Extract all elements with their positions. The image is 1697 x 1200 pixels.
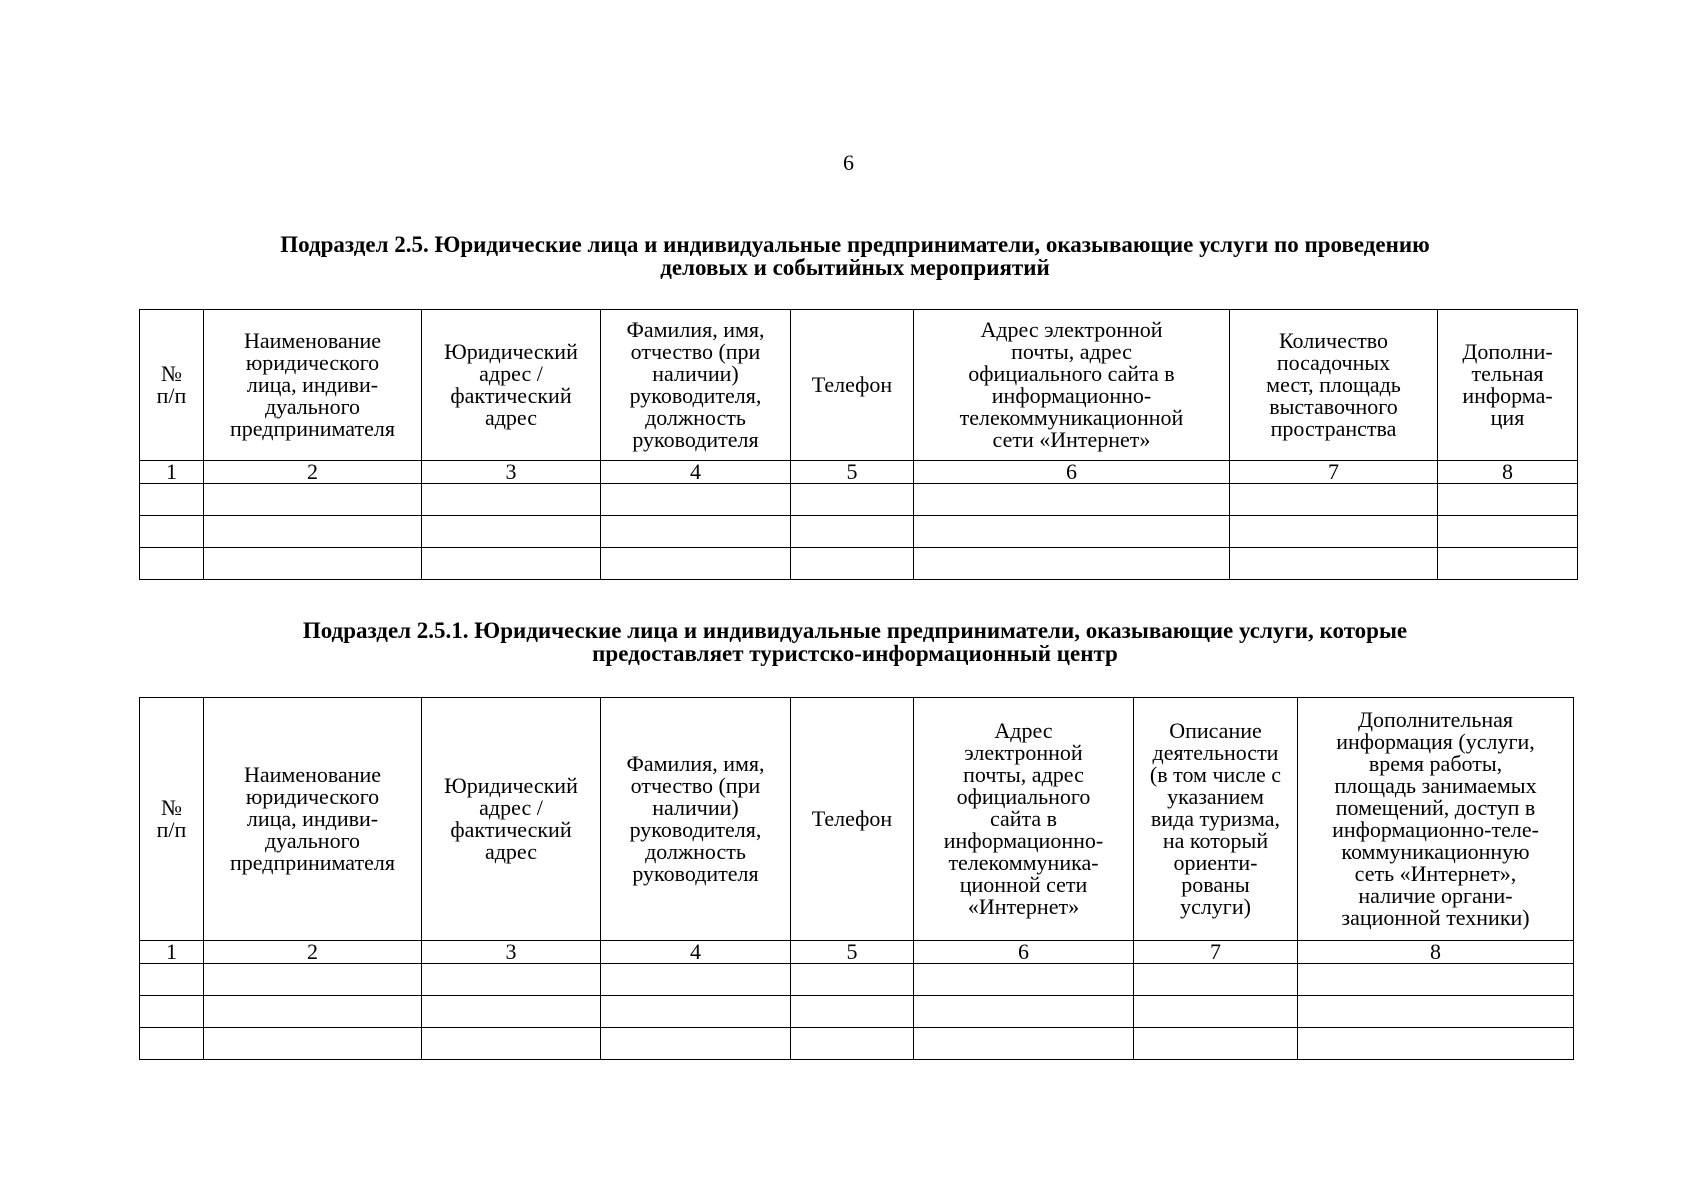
table-row (140, 1028, 1574, 1060)
page-number: 6 (843, 150, 854, 175)
column-header-name: Наименование юридического лица, индиви- дуального предпринимателя (204, 698, 422, 941)
registry-table-2-5-1 (139, 697, 1574, 1060)
column-header-head: Фамилия, имя, отчество (при наличии) руководителя, должность руководителя (601, 698, 791, 941)
table-cell (1230, 548, 1438, 580)
table-cell (791, 516, 914, 548)
column-header-address: Юридический адрес / фактический адрес (422, 698, 601, 941)
section-title-line: Подраздел 2.5. Юридические лица и индивидуальные предприниматели, оказывающие услуги по проведению (280, 232, 1430, 257)
column-number: 1 (140, 941, 204, 964)
section-title-line: деловых и событийных мероприятий (660, 255, 1050, 280)
section-title-line: Подраздел 2.5.1. Юридические лица и индивидуальные предприниматели, оказывающие услуги, которые (302, 618, 1408, 643)
table-cell (204, 996, 422, 1028)
table-cell (791, 548, 914, 580)
table-header-row (140, 698, 1574, 941)
table-cell (204, 964, 422, 996)
table-cell (601, 1028, 791, 1060)
table-cell (1438, 548, 1578, 580)
column-number: 2 (204, 461, 422, 484)
column-header-number: № п/п (140, 310, 204, 461)
registry-table-2-5 (139, 309, 1578, 580)
column-number: 1 (140, 461, 204, 484)
table-cell (1230, 516, 1438, 548)
column-header-extra: Дополнительная информация (услуги, время работы, площадь занимаемых помещений, доступ в информационно-теле- коммуникационную сеть «Интернет», наличие органи- зационной техники) (1298, 698, 1574, 941)
table-cell (1438, 484, 1578, 516)
column-header-email-site: Адрес электронной почты, адрес официального сайта в информационно- телекоммуника- ционной сети «Интернет» (914, 698, 1134, 941)
table-cell (914, 548, 1230, 580)
column-number: 2 (204, 941, 422, 964)
column-header-email-site: Адрес электронной почты, адрес официального сайта в информационно- телекоммуникационной сети «Интернет» (914, 310, 1230, 461)
table-cell (1230, 484, 1438, 516)
column-number: 8 (1438, 461, 1578, 484)
table-cell (140, 516, 204, 548)
table-cell (1438, 516, 1578, 548)
table-cell (204, 484, 422, 516)
table-cell (422, 484, 601, 516)
table-cell (914, 964, 1134, 996)
column-number: 7 (1230, 461, 1438, 484)
table-cell (601, 516, 791, 548)
table-cell (204, 1028, 422, 1060)
table-cell (1298, 1028, 1574, 1060)
table-cell (791, 964, 914, 996)
column-number: 5 (791, 941, 914, 964)
column-number-row (140, 941, 1574, 964)
table-cell (791, 1028, 914, 1060)
column-number: 7 (1134, 941, 1298, 964)
column-header-activity: Описание деятельности (в том числе с указанием вида туризма, на который ориенти- рованы услуги) (1134, 698, 1298, 941)
section-title-line: предоставляет туристско-информационный центр (592, 641, 1118, 666)
table-cell (1134, 1028, 1298, 1060)
column-header-head: Фамилия, имя, отчество (при наличии) руководителя, должность руководителя (601, 310, 791, 461)
table-cell (422, 516, 601, 548)
table-cell (791, 484, 914, 516)
table-cell (204, 516, 422, 548)
column-header-phone: Телефон (791, 310, 914, 461)
table-cell (1134, 964, 1298, 996)
table-cell (422, 1028, 601, 1060)
column-number: 3 (422, 941, 601, 964)
table-cell (601, 548, 791, 580)
table-cell (791, 996, 914, 1028)
column-header-name: Наименование юридического лица, индиви- дуального предпринимателя (204, 310, 422, 461)
table-cell (914, 484, 1230, 516)
table-cell (422, 964, 601, 996)
table-cell (1298, 964, 1574, 996)
table-cell (914, 516, 1230, 548)
column-number: 4 (601, 461, 791, 484)
table-row (140, 964, 1574, 996)
table-cell (140, 996, 204, 1028)
table-row (140, 516, 1578, 548)
table-cell (601, 484, 791, 516)
table-cell (601, 996, 791, 1028)
table-cell (140, 964, 204, 996)
column-header-phone: Телефон (791, 698, 914, 941)
table-row (140, 548, 1578, 580)
table-cell (914, 1028, 1134, 1060)
section-title-2-5-1 (160, 619, 1550, 665)
table-cell (140, 548, 204, 580)
table-cell (1134, 996, 1298, 1028)
table-cell (601, 964, 791, 996)
table-cell (140, 484, 204, 516)
column-header-address: Юридический адрес / фактический адрес (422, 310, 601, 461)
table-cell (204, 548, 422, 580)
table-cell (422, 548, 601, 580)
column-number: 5 (791, 461, 914, 484)
table-cell (914, 996, 1134, 1028)
column-header-capacity: Количество посадочных мест, площадь выставочного пространства (1230, 310, 1438, 461)
table-cell (422, 996, 601, 1028)
column-number-row (140, 461, 1578, 484)
table-cell (140, 1028, 204, 1060)
column-number: 6 (914, 941, 1134, 964)
column-number: 3 (422, 461, 601, 484)
table-row (140, 484, 1578, 516)
column-number: 8 (1298, 941, 1574, 964)
column-number: 6 (914, 461, 1230, 484)
table-cell (1298, 996, 1574, 1028)
column-header-number: № п/п (140, 698, 204, 941)
column-number: 4 (601, 941, 791, 964)
column-header-extra: Дополни- тельная информа- ция (1438, 310, 1578, 461)
table-header-row (140, 310, 1578, 461)
table-row (140, 996, 1574, 1028)
section-title-2-5 (160, 233, 1550, 279)
